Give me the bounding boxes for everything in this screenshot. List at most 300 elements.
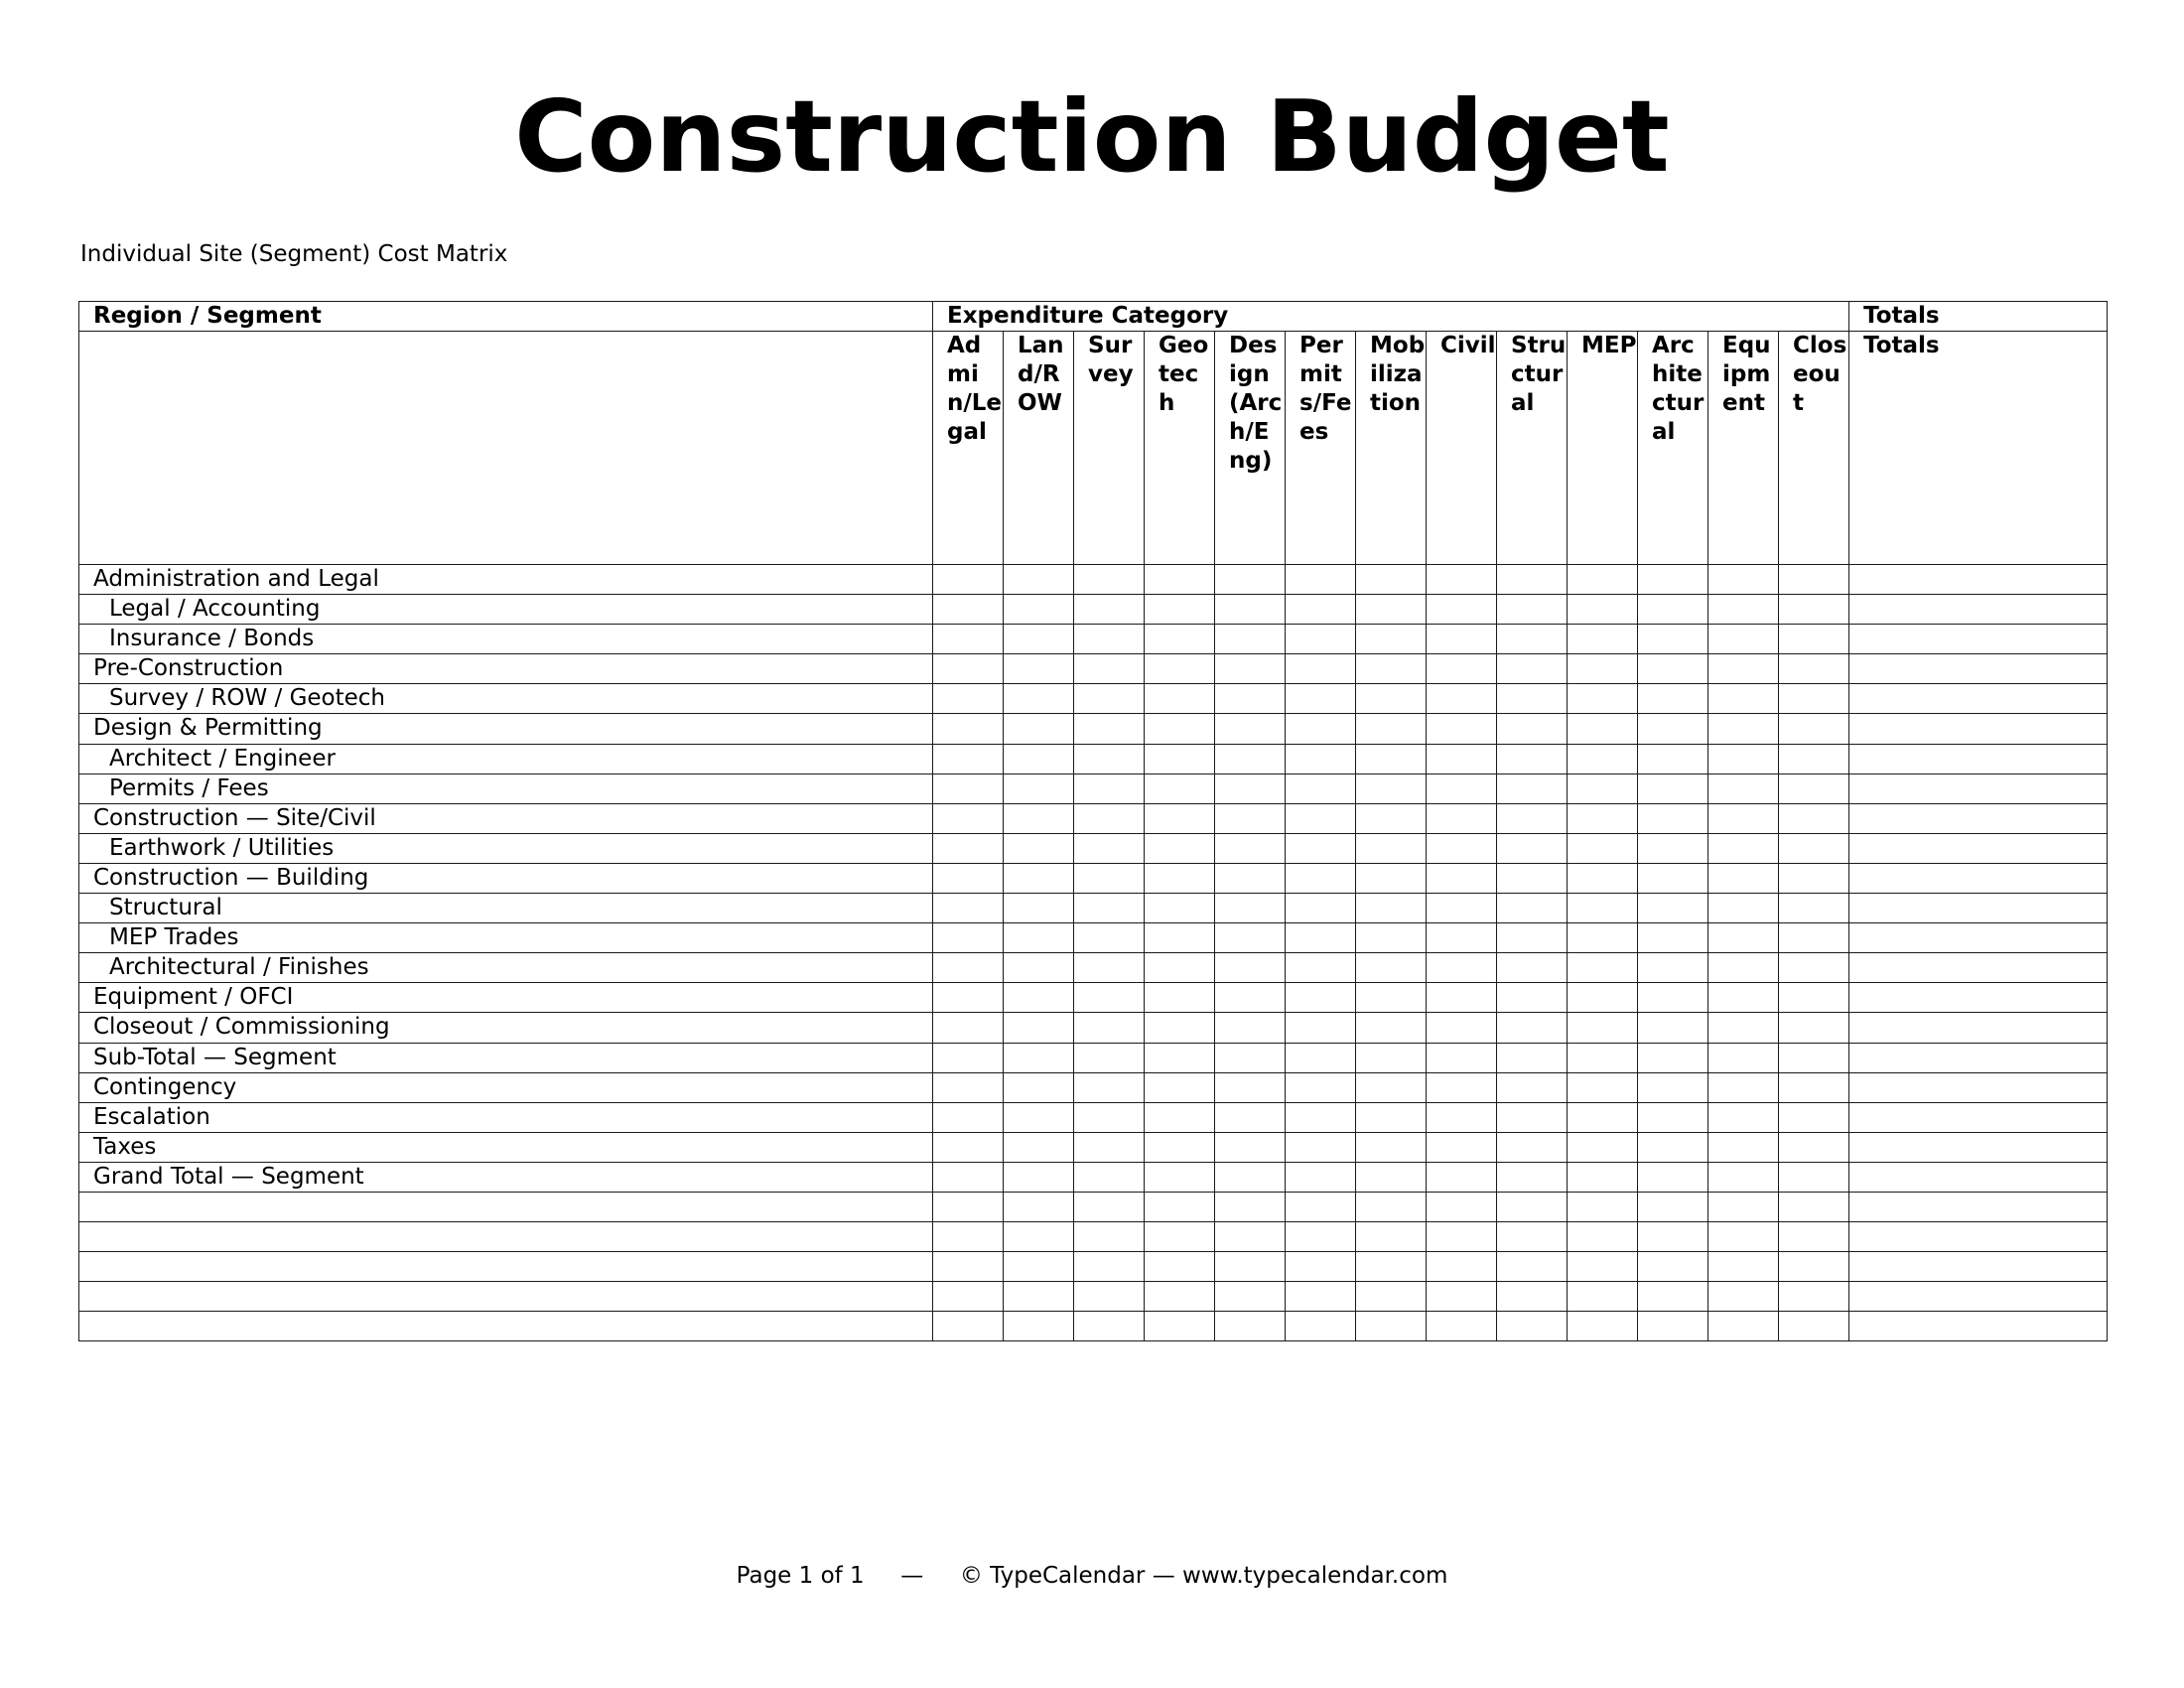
cost-cell[interactable]	[1708, 1252, 1779, 1282]
cost-cell[interactable]	[933, 1132, 1004, 1162]
cost-cell[interactable]	[1497, 684, 1568, 714]
cost-cell[interactable]	[1497, 803, 1568, 833]
cost-cell[interactable]	[1004, 565, 1074, 595]
cost-cell[interactable]	[1708, 654, 1779, 684]
cost-cell[interactable]	[1779, 923, 1849, 953]
cost-cell[interactable]	[1286, 684, 1356, 714]
cost-cell[interactable]	[1427, 1043, 1497, 1072]
cost-cell[interactable]	[933, 1072, 1004, 1102]
cost-cell[interactable]	[1638, 774, 1708, 803]
cost-cell[interactable]	[1356, 654, 1427, 684]
cost-cell[interactable]	[1568, 1312, 1638, 1341]
cost-cell[interactable]	[1074, 894, 1145, 923]
cost-cell[interactable]	[1215, 1132, 1286, 1162]
row-total-cell[interactable]	[1849, 714, 2108, 744]
cost-cell[interactable]	[1215, 625, 1286, 654]
cost-cell[interactable]	[1215, 983, 1286, 1013]
cost-cell[interactable]	[1427, 1282, 1497, 1312]
cost-cell[interactable]	[1286, 1162, 1356, 1192]
cost-cell[interactable]	[1497, 953, 1568, 983]
cost-cell[interactable]	[1497, 1162, 1568, 1192]
cost-cell[interactable]	[1356, 1162, 1427, 1192]
cost-cell[interactable]	[1427, 1132, 1497, 1162]
cost-cell[interactable]	[1215, 1162, 1286, 1192]
row-total-cell[interactable]	[1849, 1162, 2108, 1192]
cost-cell[interactable]	[1638, 654, 1708, 684]
cost-cell[interactable]	[1215, 684, 1286, 714]
cost-cell[interactable]	[1779, 1072, 1849, 1102]
cost-cell[interactable]	[1638, 744, 1708, 774]
cost-cell[interactable]	[1497, 1282, 1568, 1312]
cost-cell[interactable]	[1497, 1312, 1568, 1341]
cost-cell[interactable]	[1497, 1072, 1568, 1102]
cost-cell[interactable]	[1427, 833, 1497, 863]
cost-cell[interactable]	[1638, 863, 1708, 893]
cost-cell[interactable]	[933, 774, 1004, 803]
row-total-cell[interactable]	[1849, 983, 2108, 1013]
cost-cell[interactable]	[1497, 774, 1568, 803]
cost-cell[interactable]	[1074, 595, 1145, 625]
cost-cell[interactable]	[1145, 1102, 1215, 1132]
cost-cell[interactable]	[1708, 833, 1779, 863]
cost-cell[interactable]	[1427, 1192, 1497, 1221]
cost-cell[interactable]	[1286, 983, 1356, 1013]
cost-cell[interactable]	[1638, 1043, 1708, 1072]
cost-cell[interactable]	[1638, 1132, 1708, 1162]
cost-cell[interactable]	[1074, 684, 1145, 714]
cost-cell[interactable]	[1708, 894, 1779, 923]
cost-cell[interactable]	[1427, 1013, 1497, 1043]
cost-cell[interactable]	[1074, 1252, 1145, 1282]
cost-cell[interactable]	[1708, 1162, 1779, 1192]
cost-cell[interactable]	[1145, 833, 1215, 863]
cost-cell[interactable]	[1638, 833, 1708, 863]
cost-cell[interactable]	[1568, 1132, 1638, 1162]
cost-cell[interactable]	[1286, 625, 1356, 654]
cost-cell[interactable]	[1145, 1222, 1215, 1252]
row-total-cell[interactable]	[1849, 565, 2108, 595]
cost-cell[interactable]	[1708, 714, 1779, 744]
cost-cell[interactable]	[933, 953, 1004, 983]
cost-cell[interactable]	[1568, 833, 1638, 863]
cost-cell[interactable]	[1286, 1312, 1356, 1341]
cost-cell[interactable]	[1779, 1013, 1849, 1043]
cost-cell[interactable]	[1286, 654, 1356, 684]
row-total-cell[interactable]	[1849, 1282, 2108, 1312]
cost-cell[interactable]	[1004, 1043, 1074, 1072]
cost-cell[interactable]	[1145, 1013, 1215, 1043]
cost-cell[interactable]	[1215, 1312, 1286, 1341]
cost-cell[interactable]	[1638, 1252, 1708, 1282]
cost-cell[interactable]	[1427, 565, 1497, 595]
cost-cell[interactable]	[1286, 1043, 1356, 1072]
cost-cell[interactable]	[1004, 923, 1074, 953]
cost-cell[interactable]	[1497, 1222, 1568, 1252]
cost-cell[interactable]	[1004, 833, 1074, 863]
cost-cell[interactable]	[933, 595, 1004, 625]
cost-cell[interactable]	[1004, 1192, 1074, 1221]
cost-cell[interactable]	[1568, 1013, 1638, 1043]
cost-cell[interactable]	[1497, 1043, 1568, 1072]
cost-cell[interactable]	[1004, 1162, 1074, 1192]
cost-cell[interactable]	[1215, 1072, 1286, 1102]
cost-cell[interactable]	[1074, 714, 1145, 744]
cost-cell[interactable]	[1568, 1252, 1638, 1282]
cost-cell[interactable]	[1215, 565, 1286, 595]
cost-cell[interactable]	[1286, 1072, 1356, 1102]
cost-cell[interactable]	[1286, 923, 1356, 953]
cost-cell[interactable]	[1497, 1252, 1568, 1282]
cost-cell[interactable]	[1568, 625, 1638, 654]
cost-cell[interactable]	[1145, 595, 1215, 625]
row-total-cell[interactable]	[1849, 654, 2108, 684]
cost-cell[interactable]	[933, 863, 1004, 893]
cost-cell[interactable]	[1215, 1282, 1286, 1312]
cost-cell[interactable]	[1215, 833, 1286, 863]
cost-cell[interactable]	[1638, 1192, 1708, 1221]
cost-cell[interactable]	[1074, 654, 1145, 684]
cost-cell[interactable]	[1638, 1162, 1708, 1192]
row-total-cell[interactable]	[1849, 595, 2108, 625]
cost-cell[interactable]	[1286, 1102, 1356, 1132]
cost-cell[interactable]	[1004, 1132, 1074, 1162]
cost-cell[interactable]	[1286, 894, 1356, 923]
cost-cell[interactable]	[1074, 625, 1145, 654]
cost-cell[interactable]	[1708, 774, 1779, 803]
cost-cell[interactable]	[1779, 774, 1849, 803]
cost-cell[interactable]	[1708, 1043, 1779, 1072]
cost-cell[interactable]	[1427, 1162, 1497, 1192]
cost-cell[interactable]	[1356, 714, 1427, 744]
cost-cell[interactable]	[1074, 1043, 1145, 1072]
cost-cell[interactable]	[1286, 1282, 1356, 1312]
cost-cell[interactable]	[1145, 625, 1215, 654]
cost-cell[interactable]	[1215, 894, 1286, 923]
row-total-cell[interactable]	[1849, 625, 2108, 654]
cost-cell[interactable]	[1497, 833, 1568, 863]
cost-cell[interactable]	[1427, 1072, 1497, 1102]
cost-cell[interactable]	[1074, 1102, 1145, 1132]
cost-cell[interactable]	[1638, 1072, 1708, 1102]
cost-cell[interactable]	[1215, 1013, 1286, 1043]
cost-cell[interactable]	[1779, 1282, 1849, 1312]
cost-cell[interactable]	[1215, 803, 1286, 833]
cost-cell[interactable]	[1779, 744, 1849, 774]
cost-cell[interactable]	[1286, 1013, 1356, 1043]
cost-cell[interactable]	[1356, 923, 1427, 953]
cost-cell[interactable]	[1779, 983, 1849, 1013]
cost-cell[interactable]	[1145, 803, 1215, 833]
cost-cell[interactable]	[933, 1312, 1004, 1341]
cost-cell[interactable]	[1497, 1132, 1568, 1162]
cost-cell[interactable]	[1145, 983, 1215, 1013]
cost-cell[interactable]	[1427, 1312, 1497, 1341]
cost-cell[interactable]	[1779, 894, 1849, 923]
cost-cell[interactable]	[1004, 803, 1074, 833]
cost-cell[interactable]	[933, 1013, 1004, 1043]
cost-cell[interactable]	[1779, 1132, 1849, 1162]
cost-cell[interactable]	[1568, 803, 1638, 833]
cost-cell[interactable]	[1708, 625, 1779, 654]
cost-cell[interactable]	[1568, 1162, 1638, 1192]
cost-cell[interactable]	[1779, 654, 1849, 684]
cost-cell[interactable]	[1074, 1192, 1145, 1221]
cost-cell[interactable]	[1568, 923, 1638, 953]
cost-cell[interactable]	[1708, 595, 1779, 625]
cost-cell[interactable]	[1215, 953, 1286, 983]
row-total-cell[interactable]	[1849, 1222, 2108, 1252]
cost-cell[interactable]	[1215, 1222, 1286, 1252]
row-total-cell[interactable]	[1849, 1132, 2108, 1162]
cost-cell[interactable]	[1779, 1222, 1849, 1252]
cost-cell[interactable]	[1286, 565, 1356, 595]
cost-cell[interactable]	[1568, 983, 1638, 1013]
cost-cell[interactable]	[1638, 894, 1708, 923]
cost-cell[interactable]	[1215, 744, 1286, 774]
cost-cell[interactable]	[1708, 1072, 1779, 1102]
cost-cell[interactable]	[1215, 714, 1286, 744]
cost-cell[interactable]	[1215, 1252, 1286, 1282]
cost-cell[interactable]	[1004, 953, 1074, 983]
cost-cell[interactable]	[1427, 953, 1497, 983]
cost-cell[interactable]	[1568, 714, 1638, 744]
cost-cell[interactable]	[1145, 1312, 1215, 1341]
cost-cell[interactable]	[1356, 863, 1427, 893]
cost-cell[interactable]	[1427, 714, 1497, 744]
cost-cell[interactable]	[1779, 863, 1849, 893]
cost-cell[interactable]	[933, 684, 1004, 714]
cost-cell[interactable]	[933, 803, 1004, 833]
row-total-cell[interactable]	[1849, 953, 2108, 983]
cost-cell[interactable]	[1497, 983, 1568, 1013]
cost-cell[interactable]	[1638, 595, 1708, 625]
cost-cell[interactable]	[1568, 774, 1638, 803]
cost-cell[interactable]	[1708, 1282, 1779, 1312]
cost-cell[interactable]	[1497, 565, 1568, 595]
cost-cell[interactable]	[1004, 894, 1074, 923]
row-total-cell[interactable]	[1849, 684, 2108, 714]
cost-cell[interactable]	[1074, 565, 1145, 595]
cost-cell[interactable]	[1356, 1312, 1427, 1341]
cost-cell[interactable]	[1497, 744, 1568, 774]
cost-cell[interactable]	[1215, 654, 1286, 684]
cost-cell[interactable]	[1708, 684, 1779, 714]
cost-cell[interactable]	[1286, 774, 1356, 803]
cost-cell[interactable]	[1356, 774, 1427, 803]
cost-cell[interactable]	[1004, 684, 1074, 714]
cost-cell[interactable]	[1708, 1102, 1779, 1132]
cost-cell[interactable]	[1356, 803, 1427, 833]
cost-cell[interactable]	[1074, 1132, 1145, 1162]
cost-cell[interactable]	[1568, 595, 1638, 625]
cost-cell[interactable]	[1638, 1102, 1708, 1132]
cost-cell[interactable]	[1074, 863, 1145, 893]
cost-cell[interactable]	[1074, 953, 1145, 983]
cost-cell[interactable]	[1145, 1162, 1215, 1192]
row-total-cell[interactable]	[1849, 774, 2108, 803]
cost-cell[interactable]	[1568, 1072, 1638, 1102]
cost-cell[interactable]	[1145, 1282, 1215, 1312]
cost-cell[interactable]	[1145, 1132, 1215, 1162]
cost-cell[interactable]	[1215, 595, 1286, 625]
cost-cell[interactable]	[1356, 625, 1427, 654]
cost-cell[interactable]	[1427, 1222, 1497, 1252]
row-total-cell[interactable]	[1849, 744, 2108, 774]
cost-cell[interactable]	[1145, 923, 1215, 953]
cost-cell[interactable]	[1004, 863, 1074, 893]
cost-cell[interactable]	[933, 1252, 1004, 1282]
cost-cell[interactable]	[933, 833, 1004, 863]
cost-cell[interactable]	[1356, 833, 1427, 863]
cost-cell[interactable]	[1427, 684, 1497, 714]
cost-cell[interactable]	[933, 1192, 1004, 1221]
cost-cell[interactable]	[1638, 565, 1708, 595]
cost-cell[interactable]	[1356, 1282, 1427, 1312]
cost-cell[interactable]	[1779, 1192, 1849, 1221]
cost-cell[interactable]	[1004, 714, 1074, 744]
cost-cell[interactable]	[1638, 1013, 1708, 1043]
cost-cell[interactable]	[1145, 744, 1215, 774]
cost-cell[interactable]	[1497, 1102, 1568, 1132]
cost-cell[interactable]	[1638, 1222, 1708, 1252]
cost-cell[interactable]	[1779, 625, 1849, 654]
cost-cell[interactable]	[1286, 803, 1356, 833]
cost-cell[interactable]	[1356, 595, 1427, 625]
cost-cell[interactable]	[1004, 1282, 1074, 1312]
row-total-cell[interactable]	[1849, 1072, 2108, 1102]
cost-cell[interactable]	[933, 1282, 1004, 1312]
cost-cell[interactable]	[1638, 953, 1708, 983]
cost-cell[interactable]	[933, 923, 1004, 953]
cost-cell[interactable]	[1638, 1282, 1708, 1312]
cost-cell[interactable]	[1427, 595, 1497, 625]
cost-cell[interactable]	[1708, 565, 1779, 595]
row-total-cell[interactable]	[1849, 923, 2108, 953]
cost-cell[interactable]	[1427, 1102, 1497, 1132]
cost-cell[interactable]	[1286, 833, 1356, 863]
row-total-cell[interactable]	[1849, 863, 2108, 893]
cost-cell[interactable]	[1779, 953, 1849, 983]
cost-cell[interactable]	[1074, 833, 1145, 863]
cost-cell[interactable]	[1779, 1162, 1849, 1192]
cost-cell[interactable]	[1568, 953, 1638, 983]
cost-cell[interactable]	[1356, 1192, 1427, 1221]
cost-cell[interactable]	[1215, 923, 1286, 953]
cost-cell[interactable]	[1427, 654, 1497, 684]
cost-cell[interactable]	[1779, 1312, 1849, 1341]
cost-cell[interactable]	[1427, 923, 1497, 953]
cost-cell[interactable]	[933, 565, 1004, 595]
cost-cell[interactable]	[1004, 1312, 1074, 1341]
cost-cell[interactable]	[1708, 1192, 1779, 1221]
cost-cell[interactable]	[1708, 1222, 1779, 1252]
cost-cell[interactable]	[1638, 714, 1708, 744]
cost-cell[interactable]	[1708, 1312, 1779, 1341]
cost-cell[interactable]	[1779, 1043, 1849, 1072]
cost-cell[interactable]	[1497, 654, 1568, 684]
cost-cell[interactable]	[1779, 833, 1849, 863]
cost-cell[interactable]	[1145, 654, 1215, 684]
cost-cell[interactable]	[1427, 983, 1497, 1013]
cost-cell[interactable]	[1074, 1162, 1145, 1192]
cost-cell[interactable]	[1779, 595, 1849, 625]
cost-cell[interactable]	[1638, 923, 1708, 953]
cost-cell[interactable]	[933, 1162, 1004, 1192]
cost-cell[interactable]	[1145, 714, 1215, 744]
cost-cell[interactable]	[1004, 1252, 1074, 1282]
cost-cell[interactable]	[1004, 1222, 1074, 1252]
cost-cell[interactable]	[1074, 1312, 1145, 1341]
cost-cell[interactable]	[1427, 744, 1497, 774]
cost-cell[interactable]	[1074, 1282, 1145, 1312]
cost-cell[interactable]	[1497, 595, 1568, 625]
cost-cell[interactable]	[1004, 983, 1074, 1013]
cost-cell[interactable]	[1145, 863, 1215, 893]
cost-cell[interactable]	[1286, 744, 1356, 774]
cost-cell[interactable]	[1286, 714, 1356, 744]
cost-cell[interactable]	[1074, 1222, 1145, 1252]
cost-cell[interactable]	[1286, 1252, 1356, 1282]
row-total-cell[interactable]	[1849, 894, 2108, 923]
cost-cell[interactable]	[1356, 744, 1427, 774]
row-total-cell[interactable]	[1849, 1252, 2108, 1282]
row-total-cell[interactable]	[1849, 1013, 2108, 1043]
cost-cell[interactable]	[1356, 953, 1427, 983]
cost-cell[interactable]	[1638, 684, 1708, 714]
cost-cell[interactable]	[1568, 1222, 1638, 1252]
cost-cell[interactable]	[1145, 894, 1215, 923]
cost-cell[interactable]	[933, 894, 1004, 923]
cost-cell[interactable]	[1427, 894, 1497, 923]
row-total-cell[interactable]	[1849, 1043, 2108, 1072]
cost-cell[interactable]	[1779, 803, 1849, 833]
cost-cell[interactable]	[1497, 1192, 1568, 1221]
cost-cell[interactable]	[1708, 953, 1779, 983]
cost-cell[interactable]	[1568, 1043, 1638, 1072]
cost-cell[interactable]	[1074, 1013, 1145, 1043]
cost-cell[interactable]	[1215, 1043, 1286, 1072]
cost-cell[interactable]	[1145, 684, 1215, 714]
cost-cell[interactable]	[1286, 1222, 1356, 1252]
cost-cell[interactable]	[1145, 565, 1215, 595]
cost-cell[interactable]	[1708, 863, 1779, 893]
cost-cell[interactable]	[1427, 863, 1497, 893]
cost-cell[interactable]	[1004, 744, 1074, 774]
cost-cell[interactable]	[933, 714, 1004, 744]
cost-cell[interactable]	[1568, 894, 1638, 923]
cost-cell[interactable]	[1286, 1132, 1356, 1162]
cost-cell[interactable]	[1568, 863, 1638, 893]
cost-cell[interactable]	[1074, 774, 1145, 803]
cost-cell[interactable]	[1145, 1252, 1215, 1282]
cost-cell[interactable]	[1497, 1013, 1568, 1043]
cost-cell[interactable]	[1638, 1312, 1708, 1341]
cost-cell[interactable]	[1779, 1102, 1849, 1132]
cost-cell[interactable]	[1497, 714, 1568, 744]
cost-cell[interactable]	[1356, 1102, 1427, 1132]
cost-cell[interactable]	[1215, 1192, 1286, 1221]
cost-cell[interactable]	[1004, 625, 1074, 654]
row-total-cell[interactable]	[1849, 1102, 2108, 1132]
cost-cell[interactable]	[1286, 595, 1356, 625]
cost-cell[interactable]	[1074, 983, 1145, 1013]
cost-cell[interactable]	[933, 1043, 1004, 1072]
cost-cell[interactable]	[1286, 953, 1356, 983]
cost-cell[interactable]	[1356, 1252, 1427, 1282]
cost-cell[interactable]	[1074, 744, 1145, 774]
cost-cell[interactable]	[1497, 923, 1568, 953]
row-total-cell[interactable]	[1849, 1192, 2108, 1221]
